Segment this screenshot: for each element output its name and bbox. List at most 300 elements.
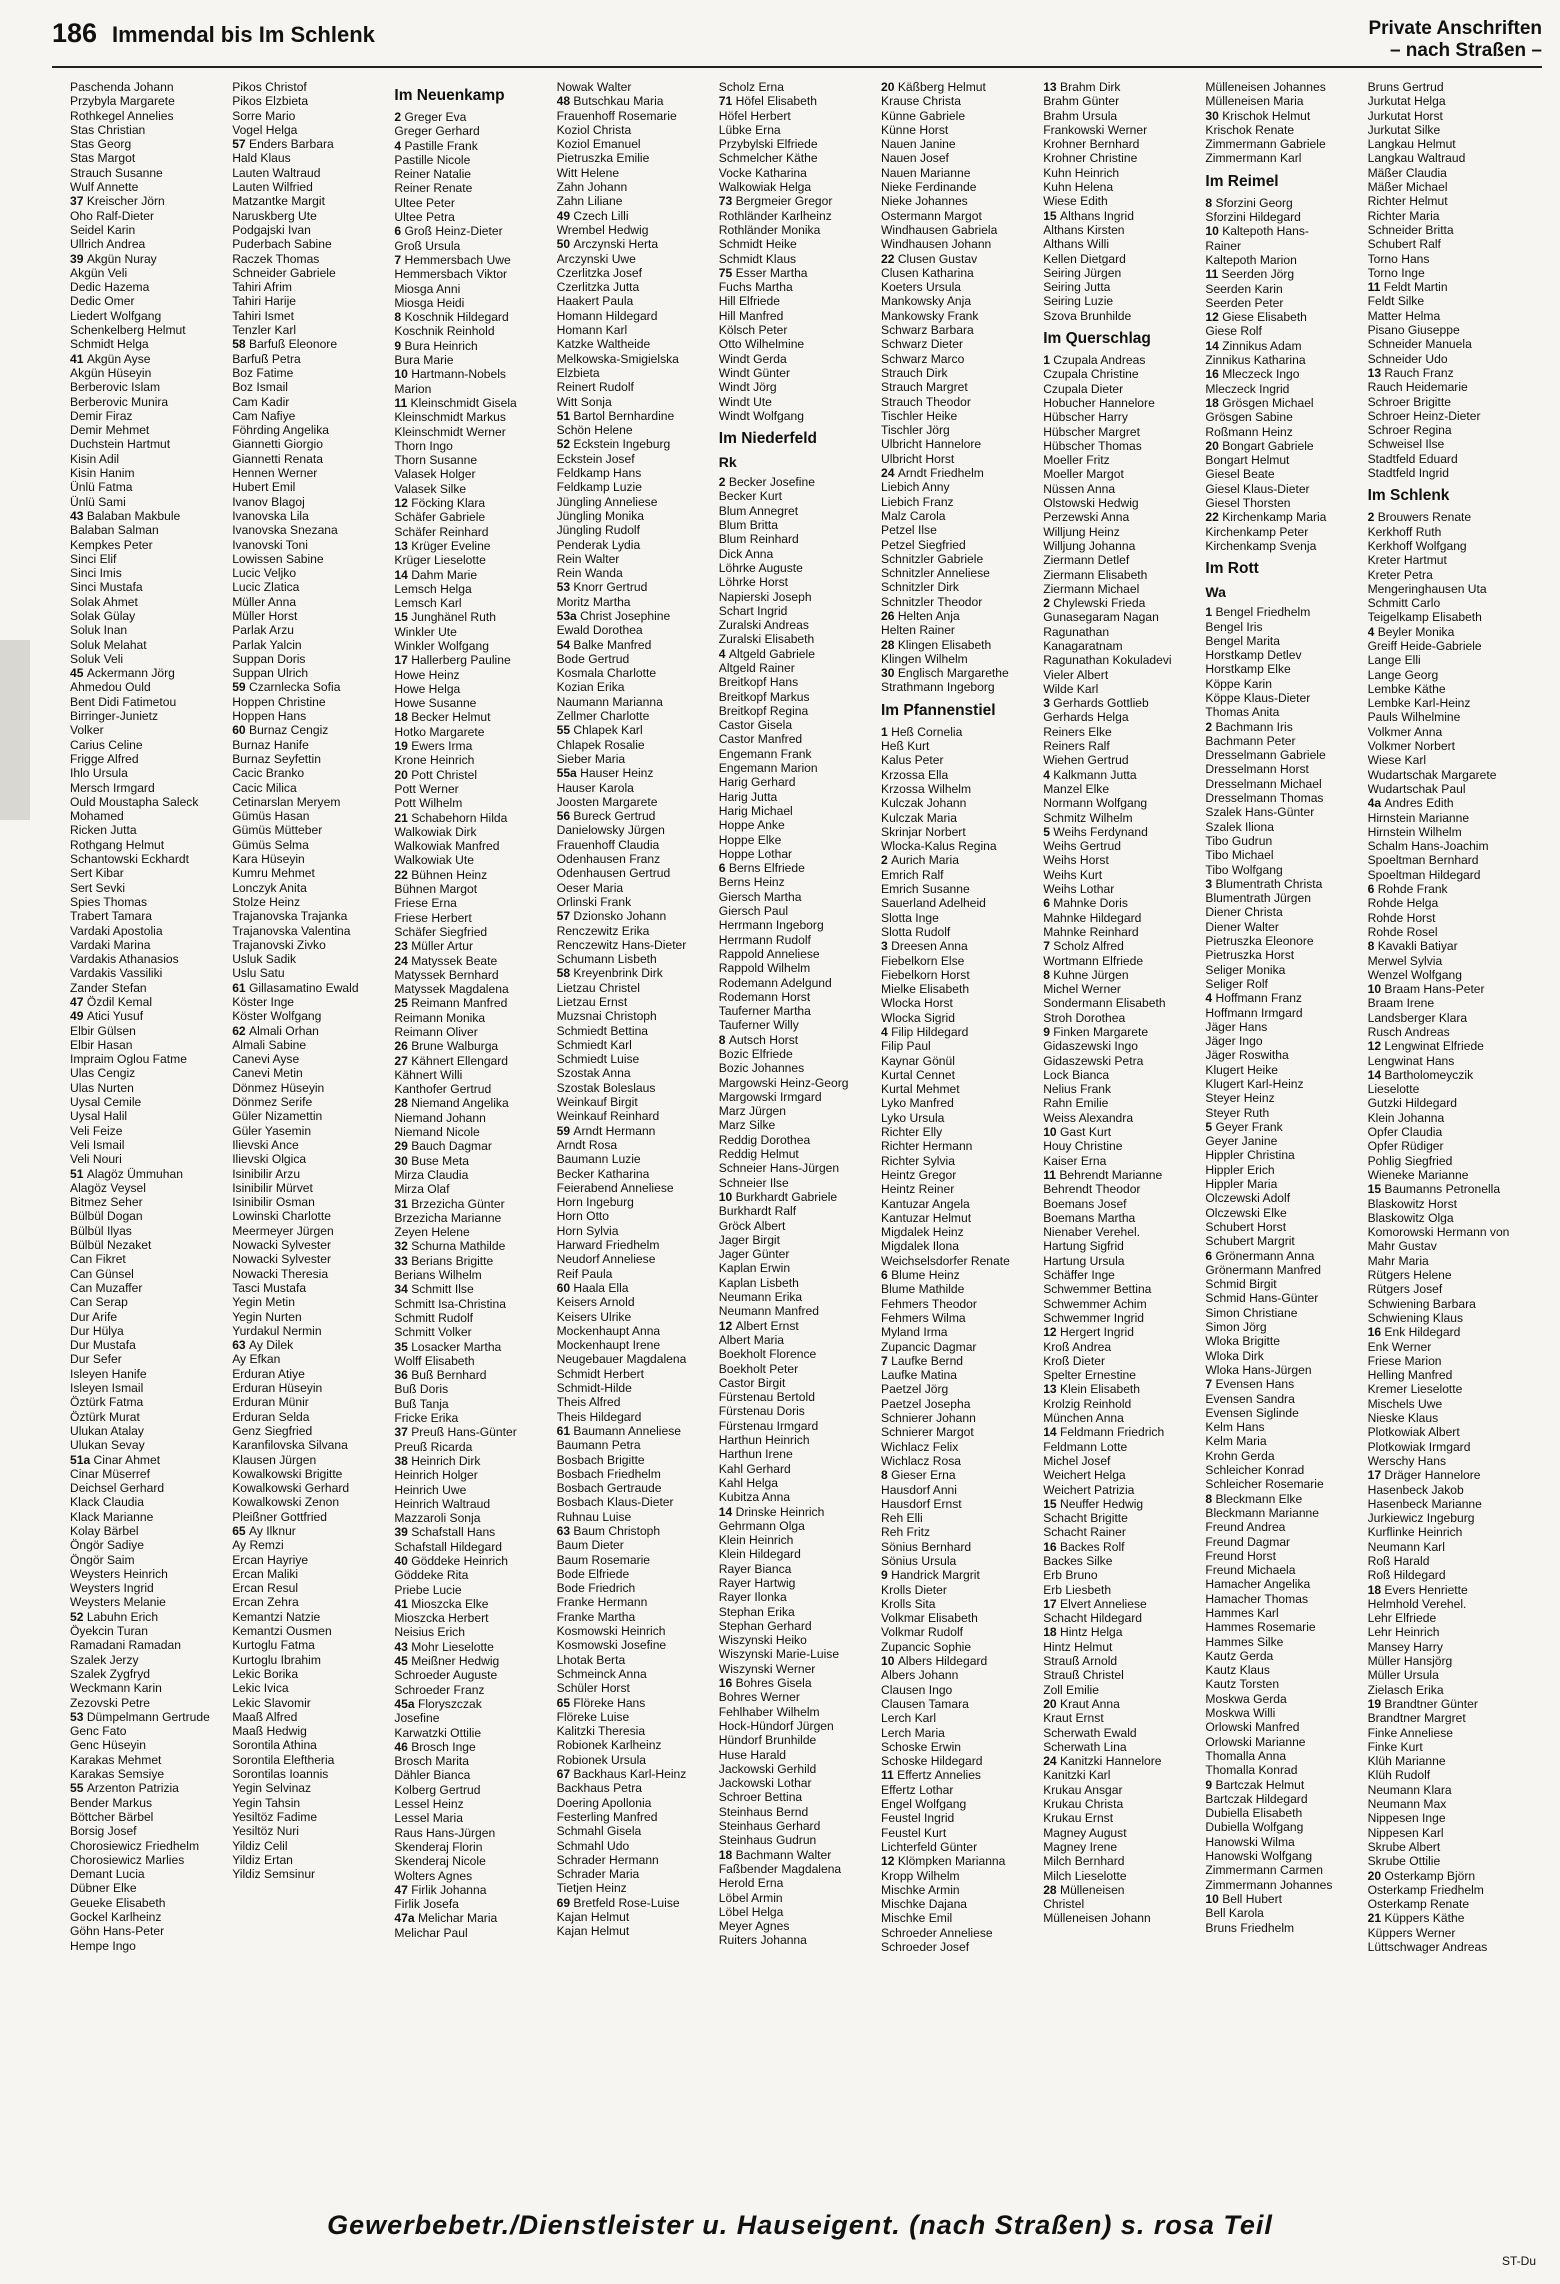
house-number: 45: [394, 1654, 412, 1669]
resident-entry: Parlak Yalcin: [232, 637, 302, 652]
resident-entry: Genc Hüseyin: [70, 1738, 146, 1753]
resident-entry: 51 Bartol Bernhardine: [556, 408, 675, 423]
resident-entry: Kanitzki Karl: [1043, 1768, 1111, 1783]
resident-entry: Hintz Helmut: [1043, 1639, 1113, 1654]
resident-entry: Zimmermann Karl: [1205, 151, 1302, 166]
resident-entry: Marion: [394, 381, 432, 396]
resident-entry: Ricken Jutta: [70, 823, 137, 838]
house-number: 22: [1205, 510, 1223, 525]
resident-entry: Braam Irene: [1367, 996, 1435, 1011]
house-number: 20: [1205, 438, 1223, 453]
resident-entry: Rodemann Horst: [718, 989, 811, 1004]
resident-entry: Ramadani Ramadan: [70, 1638, 181, 1653]
resident-entry: Castor Birgit: [718, 1375, 786, 1390]
resident-entry: 47 Firlik Johanna: [394, 1882, 487, 1897]
resident-entry: Giesel Thorsten: [1205, 496, 1291, 511]
resident-entry: Backes Silke: [1043, 1553, 1113, 1568]
resident-entry: Opfer Claudia: [1367, 1125, 1443, 1140]
house-number: 3: [1205, 876, 1216, 891]
resident-entry: 53a Christ Josephine: [556, 608, 671, 623]
section-title-line2: – nach Straßen –: [1389, 40, 1542, 61]
resident-entry: 4a Andres Edith: [1367, 796, 1454, 811]
resident-entry: Blaskowitz Olga: [1367, 1210, 1454, 1225]
resident-entry: 49 Czech Lilli: [556, 208, 629, 223]
resident-entry: Pietruszka Emilie: [556, 151, 650, 166]
resident-entry: Bura Marie: [394, 353, 454, 368]
resident-entry: Uysal Halil: [70, 1109, 128, 1124]
resident-entry: Mankowsky Frank: [881, 308, 979, 323]
resident-entry: Windhausen Johann: [881, 237, 992, 252]
resident-entry: Lauten Waltraud: [232, 165, 321, 180]
resident-entry: Kurtal Cennet: [881, 1067, 955, 1082]
resident-entry: Tibo Gudrun: [1205, 833, 1273, 848]
resident-entry: Volker: [70, 723, 104, 738]
resident-entry: Veli Ismail: [70, 1137, 125, 1152]
house-number: 73: [718, 194, 736, 209]
resident-entry: Miosga Anni: [394, 281, 461, 296]
resident-entry: Boekholt Florence: [718, 1347, 817, 1362]
resident-entry: Tischler Heike: [881, 408, 958, 423]
resident-entry: Kraut Ernst: [1043, 1711, 1104, 1726]
house-number: 37: [394, 1425, 412, 1440]
resident-entry: 56 Bureck Gertrud: [556, 809, 656, 824]
resident-entry: Demir Mehmet: [70, 423, 150, 438]
resident-entry: Langkau Helmut: [1367, 137, 1456, 152]
resident-entry: Hock-Hündorf Jürgen: [718, 1718, 834, 1733]
resident-entry: 54 Balke Manfred: [556, 637, 652, 652]
house-number: 2: [1205, 719, 1216, 734]
resident-entry: Perzewski Anna: [1043, 510, 1130, 525]
resident-entry: 51a Cinar Ahmet: [70, 1452, 161, 1467]
resident-entry: 20 Käßberg Helmut: [881, 80, 986, 94]
resident-entry: Engemann Marion: [718, 761, 818, 776]
resident-entry: Kirchenkamp Svenja: [1205, 538, 1317, 553]
resident-entry: Nowak Walter: [556, 80, 632, 94]
resident-entry: Hausdorf Ernst: [881, 1496, 962, 1511]
house-number: 3: [1043, 696, 1054, 711]
resident-entry: Bosbach Klaus-Dieter: [556, 1495, 674, 1510]
resident-entry: 14 Dahm Marie: [394, 567, 478, 582]
resident-entry: Mahr Maria: [1367, 1253, 1429, 1268]
resident-entry: 45 Ackermann Jörg: [70, 666, 175, 681]
resident-entry: Karwatzki Ottilie: [394, 1725, 482, 1740]
resident-entry: Zoll Emilie: [1043, 1682, 1099, 1697]
resident-entry: Hippler Christina: [1205, 1148, 1295, 1163]
resident-entry: Komorowski Hermann von: [1367, 1225, 1510, 1240]
resident-entry: Kellen Dietgard: [1043, 251, 1126, 266]
resident-entry: Giannetti Giorgio: [232, 437, 323, 452]
house-number: 69: [556, 1895, 574, 1910]
resident-entry: Schalm Hans-Joachim: [1367, 839, 1489, 854]
resident-entry: Chorosiewicz Friedhelm: [70, 1838, 200, 1853]
house-number: 12: [1043, 1325, 1060, 1340]
resident-entry: 6 Mahnke Doris: [1043, 896, 1128, 911]
resident-entry: Mansey Harry: [1367, 1639, 1443, 1654]
resident-entry: Homann Hildegard: [556, 308, 658, 323]
resident-entry: Baumann Luzie: [556, 1152, 641, 1167]
resident-entry: Nienaber Verehel.: [1043, 1225, 1141, 1240]
resident-entry: Ercan Hayriye: [232, 1552, 309, 1567]
resident-entry: Sorontila Eleftheria: [232, 1752, 335, 1767]
house-number: 60: [556, 1280, 574, 1295]
resident-entry: Schwarz Barbara: [881, 323, 974, 338]
resident-entry: Odenhausen Franz: [556, 852, 661, 867]
resident-entry: Dur Mustafa: [70, 1338, 136, 1353]
resident-entry: Wolters Agnes: [394, 1868, 473, 1883]
resident-entry: Bode Gertrud: [556, 651, 630, 666]
resident-entry: Ostermann Margot: [881, 208, 982, 223]
resident-entry: Evensen Siglinde: [1205, 1405, 1299, 1420]
resident-entry: Sinci Elif: [70, 551, 117, 566]
resident-entry: Dönmez Hüseyin: [232, 1080, 325, 1095]
resident-entry: Bongart Helmut: [1205, 453, 1290, 468]
resident-entry: Szostak Boleslaus: [556, 1080, 656, 1095]
resident-entry: 26 Brune Walburga: [394, 1039, 499, 1054]
resident-entry: Feldt Silke: [1367, 294, 1425, 309]
resident-entry: Sinci Imis: [70, 566, 122, 581]
resident-entry: Schroer Brigitte: [1367, 394, 1451, 409]
resident-entry: Mahr Gustav: [1367, 1239, 1437, 1254]
resident-entry: Öyekcin Turan: [70, 1624, 148, 1639]
resident-entry: Zinnikus Katharina: [1205, 353, 1306, 368]
house-number: 51a: [70, 1452, 94, 1467]
resident-entry: Neumann Max: [1367, 1797, 1447, 1812]
resident-entry: Mäßer Michael: [1367, 180, 1448, 195]
house-number: 1: [1205, 605, 1216, 620]
resident-entry: Klein Hildegard: [718, 1547, 801, 1562]
resident-entry: Trajanovska Trajanka: [232, 909, 348, 924]
resident-entry: Normann Wolfgang: [1043, 796, 1148, 811]
resident-entry: Mleczeck Ingrid: [1205, 381, 1290, 396]
resident-entry: Kelm Maria: [1205, 1434, 1267, 1449]
house-number: 47: [394, 1882, 412, 1897]
resident-entry: Horn Sylvia: [556, 1223, 619, 1238]
resident-entry: Carius Celine: [70, 737, 143, 752]
resident-entry: Rütgers Josef: [1367, 1282, 1443, 1297]
house-number: 36: [394, 1368, 412, 1383]
resident-entry: Wichlacz Rosa: [881, 1453, 961, 1468]
resident-entry: Hartung Ursula: [1043, 1253, 1125, 1268]
resident-entry: Kanagaratnam: [1043, 638, 1123, 653]
resident-entry: 11 Behrendt Marianne: [1043, 1167, 1163, 1182]
resident-entry: Ulukan Sevay: [70, 1438, 145, 1453]
resident-entry: Tahiri Ismet: [232, 308, 295, 323]
resident-entry: Kozian Erika: [556, 680, 625, 695]
resident-entry: Klingen Wilhelm: [881, 651, 968, 666]
resident-entry: Giesel Klaus-Dieter: [1205, 481, 1310, 496]
resident-entry: Cam Kadir: [232, 394, 290, 409]
resident-entry: Ulas Cengiz: [70, 1066, 136, 1081]
resident-entry: Mazzaroli Sonja: [394, 1511, 481, 1526]
resident-entry: Pietruszka Horst: [1205, 948, 1295, 963]
resident-entry: Zahn Liliane: [556, 194, 623, 209]
resident-entry: Hamacher Angelika: [1205, 1577, 1311, 1592]
house-number: 59: [556, 1123, 574, 1138]
resident-entry: Hill Manfred: [718, 308, 784, 323]
resident-entry: Akgün Hüseyin: [70, 365, 152, 380]
resident-entry: Suppan Doris: [232, 651, 306, 666]
resident-entry: Steyer Ruth: [1205, 1105, 1270, 1120]
resident-entry: Schmid Hans-Günter: [1205, 1291, 1319, 1306]
resident-entry: Hemmersbach Viktor: [394, 267, 508, 282]
house-number: 19: [1367, 1696, 1385, 1711]
resident-entry: Schmitt Isa-Christina: [394, 1296, 506, 1311]
resident-entry: Orlinski Frank: [556, 894, 632, 909]
resident-entry: Meyer Agnes: [718, 1919, 790, 1934]
resident-entry: Ivanov Blagoj: [232, 494, 305, 509]
house-number: 15: [1043, 208, 1060, 223]
resident-entry: Sieber Maria: [556, 751, 626, 766]
resident-entry: Horstkamp Elke: [1205, 662, 1291, 677]
resident-entry: Künne Horst: [881, 122, 949, 137]
resident-entry: Can Serap: [70, 1295, 128, 1310]
house-number: 4: [1043, 767, 1054, 782]
resident-entry: Bengel Iris: [1205, 619, 1263, 634]
resident-entry: Roß Hildegard: [1367, 1568, 1446, 1583]
resident-entry: 25 Reimann Manfred: [394, 996, 508, 1011]
resident-entry: Schafstall Hildegard: [394, 1539, 502, 1554]
house-number: 25: [394, 996, 412, 1011]
resident-entry: Yildiz Ertan: [232, 1852, 293, 1867]
resident-entry: 37 Kreischer Jörn: [70, 194, 165, 209]
resident-entry: Muzsnai Christoph: [556, 1009, 657, 1024]
resident-entry: Baum Dieter: [556, 1538, 624, 1553]
resident-entry: Hammes Rosemarie: [1205, 1620, 1316, 1635]
resident-entry: Enk Werner: [1367, 1339, 1432, 1354]
resident-entry: 13 Rauch Franz: [1367, 365, 1454, 380]
house-number: 33: [394, 1253, 412, 1268]
house-number: 1: [881, 724, 892, 739]
house-number: 7: [394, 252, 405, 267]
resident-entry: Wloka Hans-Jürgen: [1205, 1362, 1312, 1377]
resident-entry: Sinci Mustafa: [70, 580, 143, 595]
resident-entry: Schmid Birgit: [1205, 1277, 1277, 1292]
resident-entry: Zuralski Andreas: [718, 618, 809, 633]
resident-entry: Tibo Wolfgang: [1205, 862, 1283, 877]
house-number: 24: [394, 953, 412, 968]
resident-entry: Roßmann Heinz: [1205, 424, 1293, 439]
resident-entry: Emrich Susanne: [881, 882, 970, 897]
resident-entry: Lock Bianca: [1043, 1067, 1110, 1082]
resident-entry: Reiners Ralf: [1043, 739, 1110, 754]
resident-entry: Renczewitz Erika: [556, 923, 650, 938]
house-number: 14: [1205, 338, 1223, 353]
resident-entry: Lyko Manfred: [881, 1096, 954, 1111]
resident-entry: Weihs Horst: [1043, 853, 1109, 868]
resident-entry: Arndt Rosa: [556, 1137, 618, 1152]
resident-entry: Usluk Sadik: [232, 952, 297, 967]
house-number: 56: [556, 809, 574, 824]
resident-entry: Reh Elli: [881, 1511, 923, 1526]
resident-entry: Brandtner Margret: [1367, 1711, 1466, 1726]
resident-entry: Matzantke Margit: [232, 194, 325, 209]
side-thumb-tab: [0, 640, 30, 820]
resident-entry: Bülbül Dogan: [70, 1209, 143, 1224]
house-number: 18: [1367, 1582, 1385, 1597]
resident-entry: Schwiening Klaus: [1367, 1310, 1464, 1325]
resident-entry: 16 Mleczeck Ingo: [1205, 367, 1300, 382]
district-code: Wa: [1205, 584, 1226, 601]
resident-entry: Mülleneisen Johannes: [1205, 80, 1326, 94]
house-number: 53: [556, 580, 574, 595]
house-number: 28: [1043, 1882, 1060, 1897]
resident-entry: Horn Ingeburg: [556, 1195, 634, 1210]
resident-entry: Weinkauf Reinhard: [556, 1109, 660, 1124]
resident-entry: Isinibilir Osman: [232, 1195, 315, 1210]
resident-entry: Yildiz Celil: [232, 1838, 288, 1853]
resident-entry: Lerch Maria: [881, 1725, 945, 1740]
resident-entry: 38 Heinrich Dirk: [394, 1453, 481, 1468]
resident-entry: Boemans Josef: [1043, 1196, 1127, 1211]
resident-entry: Moskwa Willi: [1205, 1706, 1276, 1721]
resident-entry: Schäfer Reinhard: [394, 524, 489, 539]
resident-entry: 59 Arndt Hermann: [556, 1123, 656, 1138]
page-number: 186: [52, 18, 98, 48]
resident-entry: Reh Fritz: [881, 1525, 931, 1540]
resident-entry: Heinrich Uwe: [394, 1482, 467, 1497]
resident-entry: Jüngling Monika: [556, 508, 644, 523]
resident-entry: Pisano Giuseppe: [1367, 323, 1460, 338]
resident-entry: Windhausen Gabriela: [881, 222, 998, 237]
resident-entry: Kropp Wilhelm: [881, 1868, 960, 1883]
resident-entry: 7 Evensen Hans: [1205, 1377, 1295, 1392]
resident-entry: Schrader Maria: [556, 1867, 640, 1882]
resident-entry: Joosten Margarete: [556, 794, 658, 809]
resident-entry: Paetzel Jörg: [881, 1382, 949, 1397]
resident-entry: Wichlacz Felix: [881, 1439, 959, 1454]
resident-entry: Zupancic Dagmar: [881, 1339, 977, 1354]
resident-entry: Schmitt Carlo: [1367, 596, 1441, 611]
resident-entry: 14 Feldmann Friedrich: [1043, 1425, 1165, 1440]
resident-entry: Ultee Petra: [394, 210, 455, 225]
resident-entry: Raus Hans-Jürgen: [394, 1825, 496, 1840]
resident-entry: Sforzini Hildegard: [1205, 210, 1301, 225]
resident-entry: Rohde Helga: [1367, 896, 1439, 911]
resident-entry: Mohamed: [70, 809, 124, 824]
resident-entry: Kajan Helmut: [556, 1924, 630, 1939]
resident-entry: Schmiedt Luise: [556, 1052, 640, 1067]
resident-entry: Dubiella Wolfgang: [1205, 1820, 1304, 1835]
resident-entry: Walkowiak Helga: [718, 180, 812, 195]
resident-entry: Mischke Emil: [881, 1911, 953, 1926]
resident-entry: Bosbach Brigitte: [556, 1452, 645, 1467]
resident-entry: Dresselmann Horst: [1205, 762, 1309, 777]
house-number: 14: [718, 1504, 736, 1519]
resident-entry: 37 Preuß Hans-Günter: [394, 1425, 517, 1440]
resident-entry: Alagöz Veysel: [70, 1180, 146, 1195]
resident-entry: Ay Remzi: [232, 1538, 284, 1553]
resident-entry: Mankowsky Anja: [881, 294, 972, 309]
house-number: 7: [881, 1353, 892, 1368]
resident-entry: 39 Akgün Nuray: [70, 251, 157, 266]
resident-entry: Gidaszewski Petra: [1043, 1053, 1144, 1068]
house-number: 18: [394, 710, 412, 725]
resident-entry: Lekic Slavomir: [232, 1695, 311, 1710]
resident-entry: Veli Nouri: [70, 1152, 122, 1167]
resident-entry: Tischler Jörg: [881, 423, 950, 438]
resident-entry: Hausdorf Anni: [881, 1482, 957, 1497]
resident-entry: Vogel Helga: [232, 122, 298, 137]
resident-entry: Kaltepoth Marion: [1205, 252, 1297, 267]
resident-entry: 10 Burkhardt Gabriele: [718, 1189, 838, 1204]
resident-entry: Howe Susanne: [394, 696, 477, 711]
resident-entry: Öngör Saim: [70, 1552, 135, 1567]
resident-entry: Homann Karl: [556, 323, 628, 338]
house-number: 11: [881, 1768, 898, 1783]
house-number: 4a: [1367, 796, 1385, 811]
resident-entry: Bülbül Ilyas: [70, 1223, 132, 1238]
resident-entry: Feierabend Anneliese: [556, 1180, 674, 1195]
house-number: 43: [394, 1639, 412, 1654]
resident-entry: 7 Hemmersbach Uwe: [394, 252, 511, 267]
resident-entry: 71 Höfel Elisabeth: [718, 94, 817, 109]
resident-entry: 19 Ewers Irma: [394, 739, 473, 754]
resident-entry: Thomalla Konrad: [1205, 1763, 1298, 1778]
resident-entry: Ercan Maliki: [232, 1566, 299, 1581]
resident-entry: Wiszynski Heiko: [718, 1633, 807, 1648]
house-number: 10: [1205, 1891, 1223, 1906]
resident-entry: Nauen Marianne: [881, 165, 971, 180]
resident-entry: Kurtal Mehmet: [881, 1082, 960, 1097]
resident-entry: Melkowska-Smigielska: [556, 351, 679, 366]
resident-entry: Müller Hansjörg: [1367, 1654, 1453, 1669]
resident-entry: Lhotak Berta: [556, 1652, 626, 1667]
resident-entry: Koschnik Reinhold: [394, 324, 495, 339]
resident-entry: Theis Hildegard: [556, 1409, 642, 1424]
resident-entry: Fürstenau Doris: [718, 1404, 805, 1419]
resident-entry: Paetzel Josepha: [881, 1396, 971, 1411]
resident-entry: Zellmer Charlotte: [556, 709, 650, 724]
house-number: 28: [881, 637, 898, 652]
resident-entry: Reiner Natalie: [394, 167, 472, 182]
resident-entry: Trajanovska Valentina: [232, 923, 351, 938]
resident-entry: Wudartschak Paul: [1367, 781, 1466, 796]
resident-entry: Klein Johanna: [1367, 1110, 1445, 1125]
resident-entry: Clausen Ingo: [881, 1682, 953, 1697]
resident-entry: Suppan Ulrich: [232, 666, 309, 681]
house-number: 22: [394, 867, 412, 882]
resident-entry: Ihlo Ursula: [70, 766, 128, 781]
resident-entry: Öztürk Murat: [70, 1409, 140, 1424]
resident-entry: 10 Bell Hubert: [1205, 1891, 1283, 1906]
resident-entry: Canevi Metin: [232, 1066, 303, 1081]
resident-entry: Blumentrath Jürgen: [1205, 891, 1311, 906]
resident-entry: Pauls Wilhelmine: [1367, 710, 1461, 725]
resident-entry: Valasek Holger: [394, 467, 476, 482]
resident-entry: Steinhaus Gudrun: [718, 1833, 817, 1848]
resident-entry: Tahiri Harije: [232, 294, 297, 309]
house-number: 46: [394, 1739, 412, 1754]
resident-entry: Friese Herbert: [394, 910, 472, 925]
resident-entry: Weihs Kurt: [1043, 867, 1103, 882]
resident-entry: Lessel Heinz: [394, 1797, 464, 1812]
resident-entry: 73 Bergmeier Gregor: [718, 194, 833, 209]
resident-entry: Spoeltman Bernhard: [1367, 853, 1479, 868]
resident-entry: Mielke Elisabeth: [881, 982, 970, 997]
resident-entry: Lange Georg: [1367, 667, 1439, 682]
resident-entry: Schacht Brigitte: [1043, 1511, 1128, 1526]
resident-entry: Schneider Britta: [1367, 222, 1454, 237]
resident-entry: Moeller Margot: [1043, 467, 1124, 482]
house-number: 8: [881, 1468, 892, 1483]
resident-entry: Moeller Fritz: [1043, 453, 1110, 468]
house-number: 9: [881, 1568, 892, 1583]
resident-entry: Schoske Hildegard: [881, 1754, 983, 1769]
resident-entry: Lehr Heinrich: [1367, 1625, 1440, 1640]
resident-entry: Bartczak Hildegard: [1205, 1791, 1308, 1806]
resident-entry: Sert Kibar: [70, 866, 124, 881]
house-number: 50: [556, 237, 574, 252]
